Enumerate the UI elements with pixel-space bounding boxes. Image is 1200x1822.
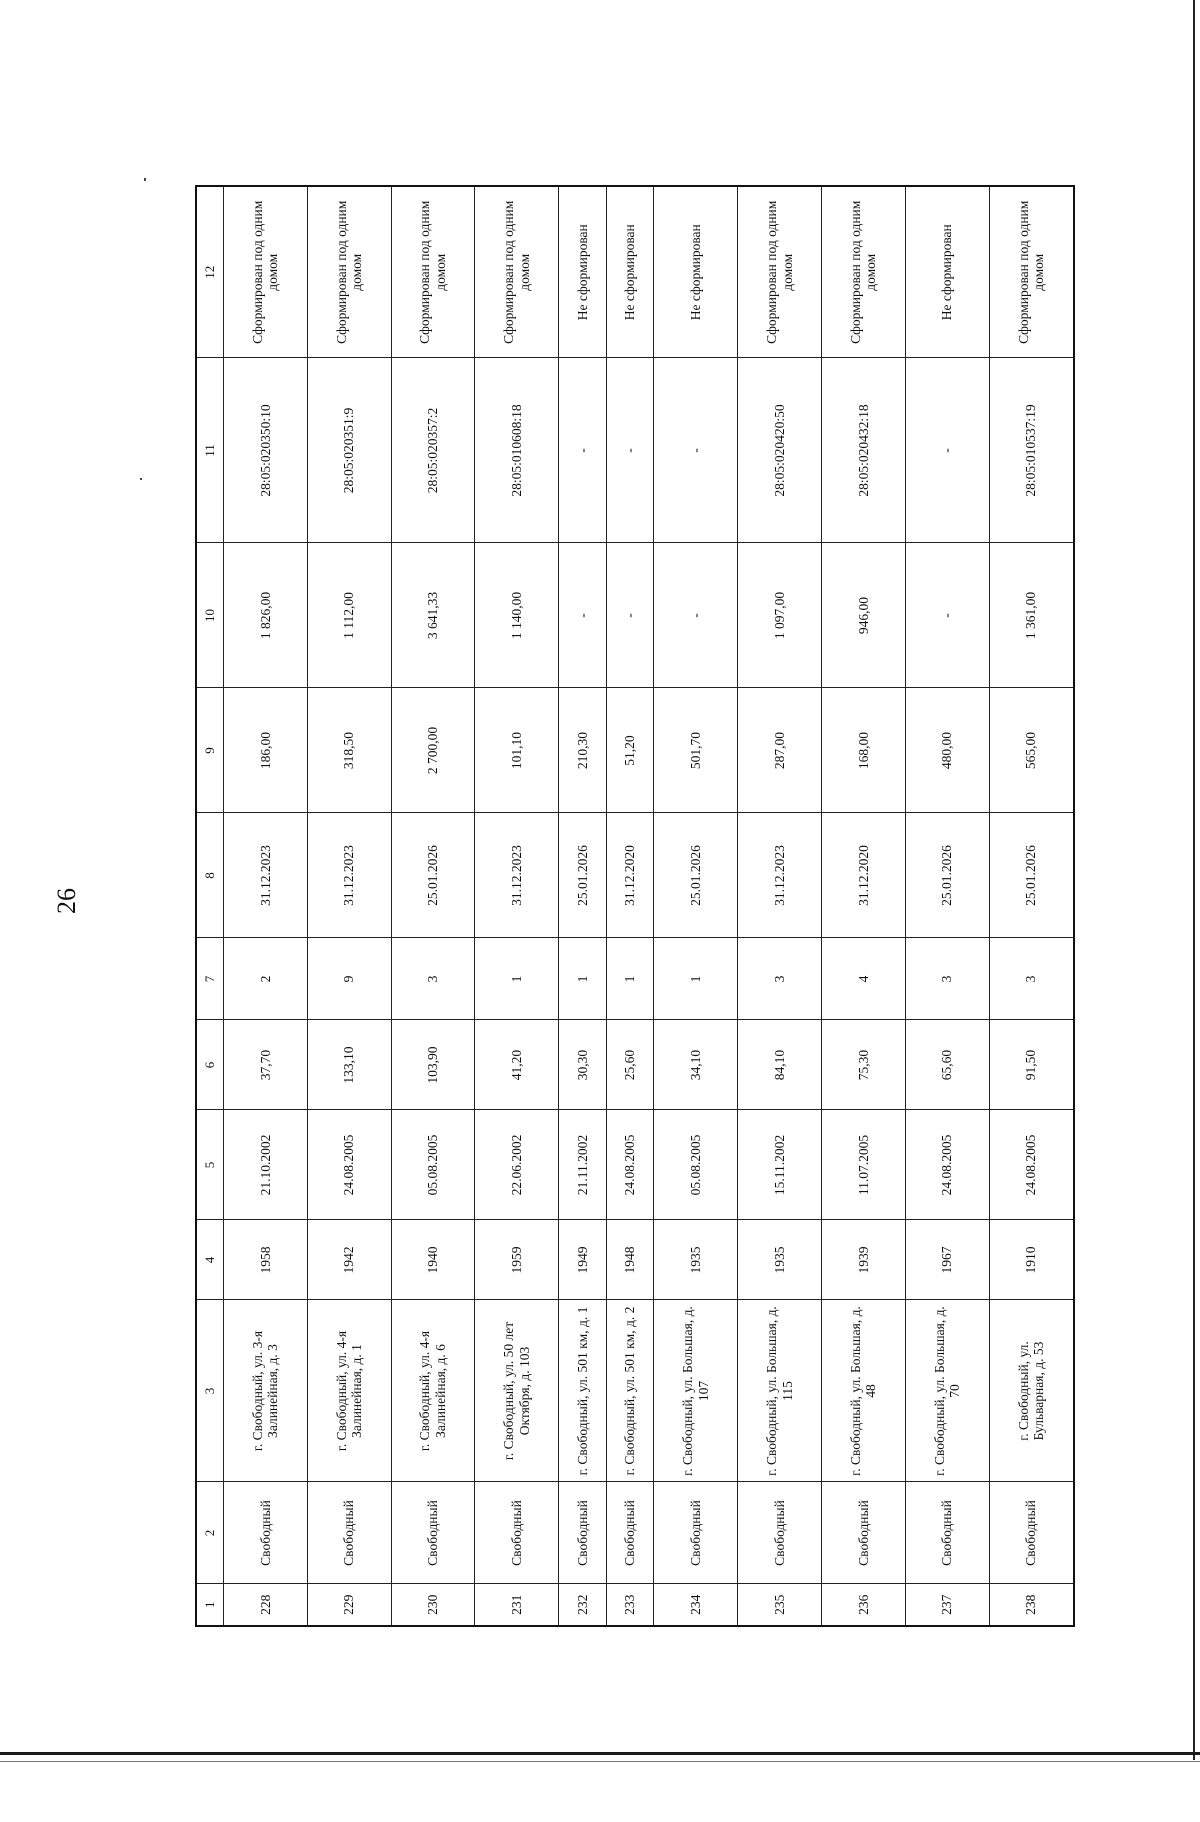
column-header: 4: [196, 1220, 224, 1300]
row-number: 230: [391, 1584, 475, 1626]
area-cell: 65,60: [905, 1020, 989, 1110]
table-row: [307, 186, 391, 1626]
row-number: 236: [821, 1584, 905, 1626]
land-area-cell: -: [559, 543, 607, 688]
value-cell: 480,00: [905, 688, 989, 813]
table-row: [224, 186, 308, 1626]
column-header: 5: [196, 1110, 224, 1220]
year-built-cell: 1935: [738, 1220, 822, 1300]
count-cell: 1: [654, 938, 738, 1020]
address-cell: г. Свободный, ул. 50 лет Октября, д. 103: [475, 1300, 559, 1482]
status-cell: Не сформирован: [606, 186, 654, 358]
year-built-cell: 1942: [307, 1220, 391, 1300]
cadastral-number-cell: -: [606, 358, 654, 543]
area-cell: 30,30: [559, 1020, 607, 1110]
municipality-cell: Свободный: [989, 1482, 1074, 1584]
year-built-cell: 1935: [654, 1220, 738, 1300]
status-cell: Сформирован под одним домом: [307, 186, 391, 358]
municipality-cell: Свободный: [738, 1482, 822, 1584]
count-cell: 3: [391, 938, 475, 1020]
date-cell: 21.11.2002: [559, 1110, 607, 1220]
year-built-cell: 1958: [224, 1220, 308, 1300]
column-header: 7: [196, 938, 224, 1020]
address-cell: г. Свободный, ул. Большая, д. 115: [738, 1300, 822, 1482]
area-cell: 84,10: [738, 1020, 822, 1110]
value-cell: 168,00: [821, 688, 905, 813]
table-row: [654, 186, 738, 1626]
table-row: [821, 186, 905, 1626]
area-cell: 133,10: [307, 1020, 391, 1110]
date-cell: 11.07.2005: [821, 1110, 905, 1220]
year-built-cell: 1939: [821, 1220, 905, 1300]
column-header: 9: [196, 688, 224, 813]
cadastral-number-cell: 28:05:020357:2: [391, 358, 475, 543]
count-cell: 1: [475, 938, 559, 1020]
status-cell: Сформирован под одним домом: [224, 186, 308, 358]
area-cell: 37,70: [224, 1020, 308, 1110]
cadastral-number-cell: 28:05:020420:50: [738, 358, 822, 543]
deadline-cell: 31.12.2023: [738, 813, 822, 938]
table-row: [475, 186, 559, 1626]
cadastral-number-cell: -: [559, 358, 607, 543]
value-cell: 186,00: [224, 688, 308, 813]
area-cell: 41,20: [475, 1020, 559, 1110]
registry-table: [195, 185, 1075, 1627]
scan-bottom-line-thin: [0, 1761, 1200, 1762]
page-number: 26: [52, 888, 81, 914]
column-header: 12: [196, 186, 224, 358]
row-number: 237: [905, 1584, 989, 1626]
row-number: 228: [224, 1584, 308, 1626]
column-header: 6: [196, 1020, 224, 1110]
count-cell: 9: [307, 938, 391, 1020]
land-area-cell: 1 112,00: [307, 543, 391, 688]
land-area-cell: -: [905, 543, 989, 688]
status-cell: Сформирован под одним домом: [391, 186, 475, 358]
area-cell: 103,90: [391, 1020, 475, 1110]
table-row: [606, 186, 654, 1626]
municipality-cell: Свободный: [821, 1482, 905, 1584]
land-area-cell: 3 641,33: [391, 543, 475, 688]
status-cell: Сформирован под одним домом: [738, 186, 822, 358]
date-cell: 24.08.2005: [307, 1110, 391, 1220]
area-cell: 25,60: [606, 1020, 654, 1110]
row-number: 231: [475, 1584, 559, 1626]
cadastral-number-cell: 28:05:020351:9: [307, 358, 391, 543]
count-cell: 1: [606, 938, 654, 1020]
year-built-cell: 1949: [559, 1220, 607, 1300]
status-cell: Сформирован под одним домом: [989, 186, 1074, 358]
count-cell: 1: [559, 938, 607, 1020]
deadline-cell: 31.12.2023: [307, 813, 391, 938]
cadastral-number-cell: 28:05:010608:18: [475, 358, 559, 543]
address-cell: г. Свободный, ул. 501 км, д. 1: [559, 1300, 607, 1482]
municipality-cell: Свободный: [475, 1482, 559, 1584]
date-cell: 05.08.2005: [654, 1110, 738, 1220]
address-cell: г. Свободный, ул. Большая, д. 48: [821, 1300, 905, 1482]
column-header: 2: [196, 1482, 224, 1584]
count-cell: 3: [738, 938, 822, 1020]
row-number: 235: [738, 1584, 822, 1626]
date-cell: 21.10.2002: [224, 1110, 308, 1220]
area-cell: 34,10: [654, 1020, 738, 1110]
date-cell: 22.06.2002: [475, 1110, 559, 1220]
value-cell: 51,20: [606, 688, 654, 813]
cadastral-number-cell: -: [654, 358, 738, 543]
address-cell: г. Свободный, ул. 3-я Залинейная, д. 3: [224, 1300, 308, 1482]
value-cell: 318,50: [307, 688, 391, 813]
address-cell: г. Свободный, ул. 4-я Залинейная, д. 1: [307, 1300, 391, 1482]
municipality-cell: Свободный: [391, 1482, 475, 1584]
deadline-cell: 25.01.2026: [989, 813, 1074, 938]
land-area-cell: 1 361,00: [989, 543, 1074, 688]
status-cell: Сформирован под одним домом: [475, 186, 559, 358]
year-built-cell: 1940: [391, 1220, 475, 1300]
count-cell: 3: [989, 938, 1074, 1020]
table-row: [391, 186, 475, 1626]
deadline-cell: 31.12.2020: [821, 813, 905, 938]
value-cell: 210,30: [559, 688, 607, 813]
status-cell: Не сформирован: [559, 186, 607, 358]
address-cell: г. Свободный, ул. Большая, д. 107: [654, 1300, 738, 1482]
date-cell: 15.11.2002: [738, 1110, 822, 1220]
table-row: [559, 186, 607, 1626]
column-header: 10: [196, 543, 224, 688]
land-area-cell: 1 140,00: [475, 543, 559, 688]
municipality-cell: Свободный: [224, 1482, 308, 1584]
row-number: 238: [989, 1584, 1074, 1626]
header-row: [196, 186, 224, 1626]
municipality-cell: Свободный: [905, 1482, 989, 1584]
count-cell: 4: [821, 938, 905, 1020]
status-cell: Сформирован под одним домом: [821, 186, 905, 358]
municipality-cell: Свободный: [559, 1482, 607, 1584]
value-cell: 101,10: [475, 688, 559, 813]
year-built-cell: 1959: [475, 1220, 559, 1300]
rotated-table-wrapper: [195, 187, 1075, 1627]
scan-edge-line: [1193, 0, 1195, 1760]
year-built-cell: 1948: [606, 1220, 654, 1300]
column-header: 8: [196, 813, 224, 938]
status-cell: Не сформирован: [654, 186, 738, 358]
area-cell: 91,50: [989, 1020, 1074, 1110]
column-header: 11: [196, 358, 224, 543]
date-cell: 24.08.2005: [606, 1110, 654, 1220]
year-built-cell: 1967: [905, 1220, 989, 1300]
municipality-cell: Свободный: [606, 1482, 654, 1584]
column-header: 3: [196, 1300, 224, 1482]
count-cell: 3: [905, 938, 989, 1020]
date-cell: 24.08.2005: [905, 1110, 989, 1220]
row-number: 234: [654, 1584, 738, 1626]
address-cell: г. Свободный, ул. Бульварная, д. 53: [989, 1300, 1074, 1482]
value-cell: 565,00: [989, 688, 1074, 813]
column-header: 1: [196, 1584, 224, 1626]
cadastral-number-cell: -: [905, 358, 989, 543]
cadastral-number-cell: 28:05:020432:18: [821, 358, 905, 543]
scan-bottom-line: [0, 1752, 1200, 1755]
municipality-cell: Свободный: [307, 1482, 391, 1584]
address-cell: г. Свободный, ул. 501 км, д. 2: [606, 1300, 654, 1482]
count-cell: 2: [224, 938, 308, 1020]
land-area-cell: 1 826,00: [224, 543, 308, 688]
deadline-cell: 31.12.2023: [475, 813, 559, 938]
value-cell: 287,00: [738, 688, 822, 813]
date-cell: 05.08.2005: [391, 1110, 475, 1220]
land-area-cell: -: [654, 543, 738, 688]
deadline-cell: 25.01.2026: [559, 813, 607, 938]
deadline-cell: 25.01.2026: [391, 813, 475, 938]
municipality-cell: Свободный: [654, 1482, 738, 1584]
land-area-cell: 946,00: [821, 543, 905, 688]
date-cell: 24.08.2005: [989, 1110, 1074, 1220]
scan-speck: [144, 178, 146, 181]
row-number: 229: [307, 1584, 391, 1626]
table-row: [905, 186, 989, 1626]
cadastral-number-cell: 28:05:010537:19: [989, 358, 1074, 543]
status-cell: Не сформирован: [905, 186, 989, 358]
land-area-cell: -: [606, 543, 654, 688]
deadline-cell: 31.12.2023: [224, 813, 308, 938]
deadline-cell: 31.12.2020: [606, 813, 654, 938]
row-number: 233: [606, 1584, 654, 1626]
cadastral-number-cell: 28:05:020350:10: [224, 358, 308, 543]
land-area-cell: 1 097,00: [738, 543, 822, 688]
address-cell: г. Свободный, ул. 4-я Залинейная, д. 6: [391, 1300, 475, 1482]
year-built-cell: 1910: [989, 1220, 1074, 1300]
table-row: [738, 186, 822, 1626]
value-cell: 501,70: [654, 688, 738, 813]
scan-speck: [140, 478, 142, 480]
deadline-cell: 25.01.2026: [905, 813, 989, 938]
table-row: [989, 186, 1074, 1626]
address-cell: г. Свободный, ул. Большая, д. 70: [905, 1300, 989, 1482]
row-number: 232: [559, 1584, 607, 1626]
area-cell: 75,30: [821, 1020, 905, 1110]
deadline-cell: 25.01.2026: [654, 813, 738, 938]
value-cell: 2 700,00: [391, 688, 475, 813]
